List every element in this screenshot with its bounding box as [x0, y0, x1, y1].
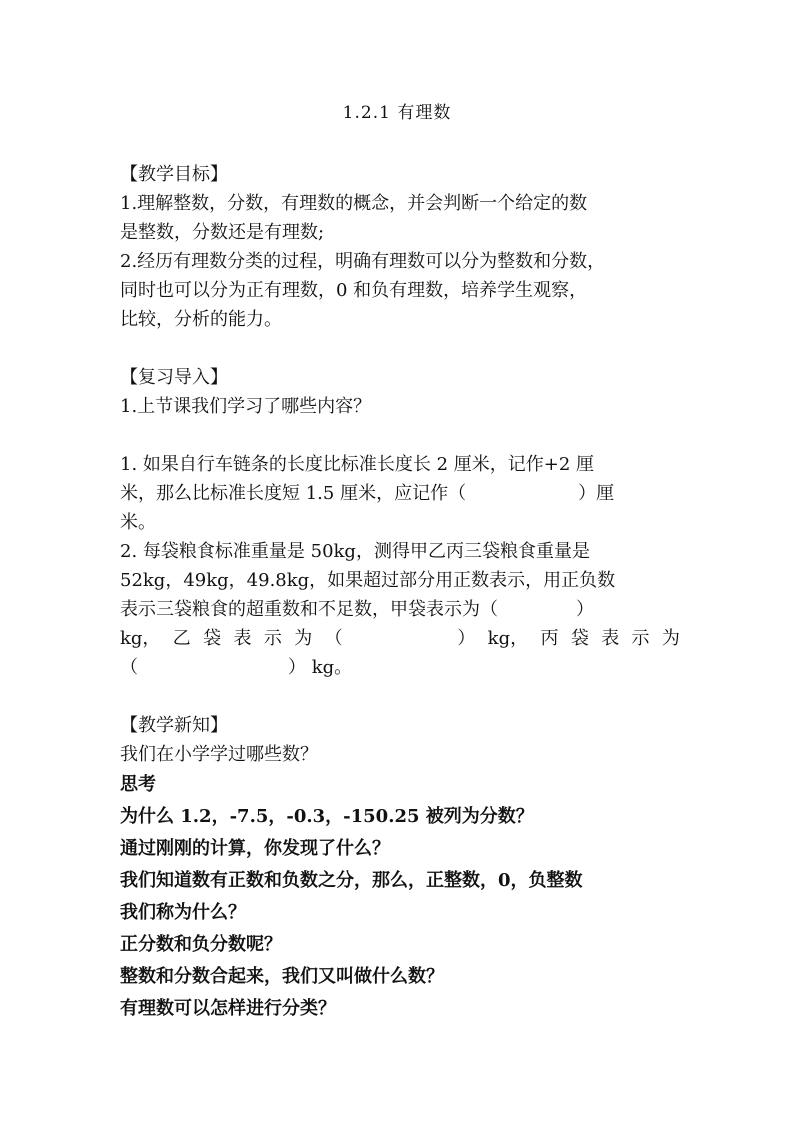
thinking-line: 我们称为什么？	[120, 902, 246, 923]
objectives-line: 是整数，分数还是有理数;	[120, 222, 325, 243]
thinking-line: 思考	[120, 774, 156, 795]
thinking-questions	[120, 769, 680, 1025]
page-title: 1.2.1 有理数	[342, 103, 452, 123]
text-part: 示	[263, 628, 282, 649]
objectives-line: 同时也可以分为正有理数，0 和负有理数，培养学生观察，	[120, 280, 588, 301]
review-q1-line: 1. 如果自行车链条的长度比标准长度长 2 厘米，记作+2 厘	[120, 454, 595, 475]
text-part: 为	[661, 628, 680, 649]
answer-blank	[355, 624, 445, 653]
review-q1-line: 米。	[120, 512, 156, 533]
spacer	[120, 421, 680, 450]
new-knowledge-intro: 我们在小学学过哪些数？	[120, 744, 318, 765]
text-part: kg，	[120, 628, 161, 649]
objectives-line: 1.理解整数，分数，有理数的概念，并会判断一个给定的数	[120, 193, 588, 214]
review-q1-line	[120, 479, 680, 508]
review-q1-text: 米，那么比标准长度短 1.5 厘米，应记作（	[120, 483, 467, 504]
objectives-line: 比较，分析的能力。	[120, 309, 282, 330]
spacer	[120, 682, 680, 711]
text-part: 示	[631, 628, 650, 649]
review-question: 1.上节课我们学习了哪些内容？	[120, 396, 372, 417]
text-part: 袋	[203, 628, 222, 649]
objectives-line: 2.经历有理数分类的过程，明确有理数可以分为整数和分数，	[120, 251, 606, 272]
review-q2-line	[120, 624, 680, 653]
text-part: 表	[601, 628, 620, 649]
thinking-line: 有理数可以怎样进行分类？	[120, 998, 336, 1019]
text-part: 表	[233, 628, 252, 649]
text-part: ）	[457, 628, 476, 649]
thinking-line: 正分数和负分数呢？	[120, 934, 282, 955]
thinking-line: 整数和分数合起来，我们又叫做什么数？	[120, 966, 444, 987]
review-q1-text: ）厘	[578, 483, 615, 504]
text-part: kg，	[487, 628, 529, 649]
review-q2-text: 表示三袋粮食的超重数和不足数，甲袋表示为（	[120, 599, 498, 620]
review-q2-text: ）	[576, 599, 594, 620]
new-knowledge-heading: 【教学新知】	[120, 715, 228, 736]
review-q2-line	[120, 653, 680, 682]
text-part: （	[324, 628, 343, 649]
spacer	[120, 334, 680, 363]
text-part: 丙	[540, 628, 559, 649]
review-q2-text: （	[120, 657, 138, 678]
document-body	[120, 160, 680, 1025]
thinking-line: 为什么 1.2，-7.5，-0.3，-150.25 被列为分数？	[120, 806, 534, 827]
review-q2-text: ） kg。	[288, 657, 353, 678]
objectives-heading: 【教学目标】	[120, 164, 228, 185]
text-part: 乙	[172, 628, 191, 649]
review-q2-line: 52kg，49kg，49.8kg，如果超过部分用正数表示，用正负数	[120, 570, 616, 591]
review-heading: 【复习导入】	[120, 367, 228, 388]
review-q2-line: 2. 每袋粮食标准重量是 50kg，测得甲乙丙三袋粮食重量是	[120, 541, 590, 562]
text-part: 为	[294, 628, 313, 649]
thinking-line: 通过刚刚的计算，你发现了什么？	[120, 838, 390, 859]
review-q2-line	[120, 595, 680, 624]
thinking-line: 我们知道数有正数和负数之分，那么，正整数，0，负整数	[120, 870, 583, 891]
text-part: 袋	[570, 628, 589, 649]
